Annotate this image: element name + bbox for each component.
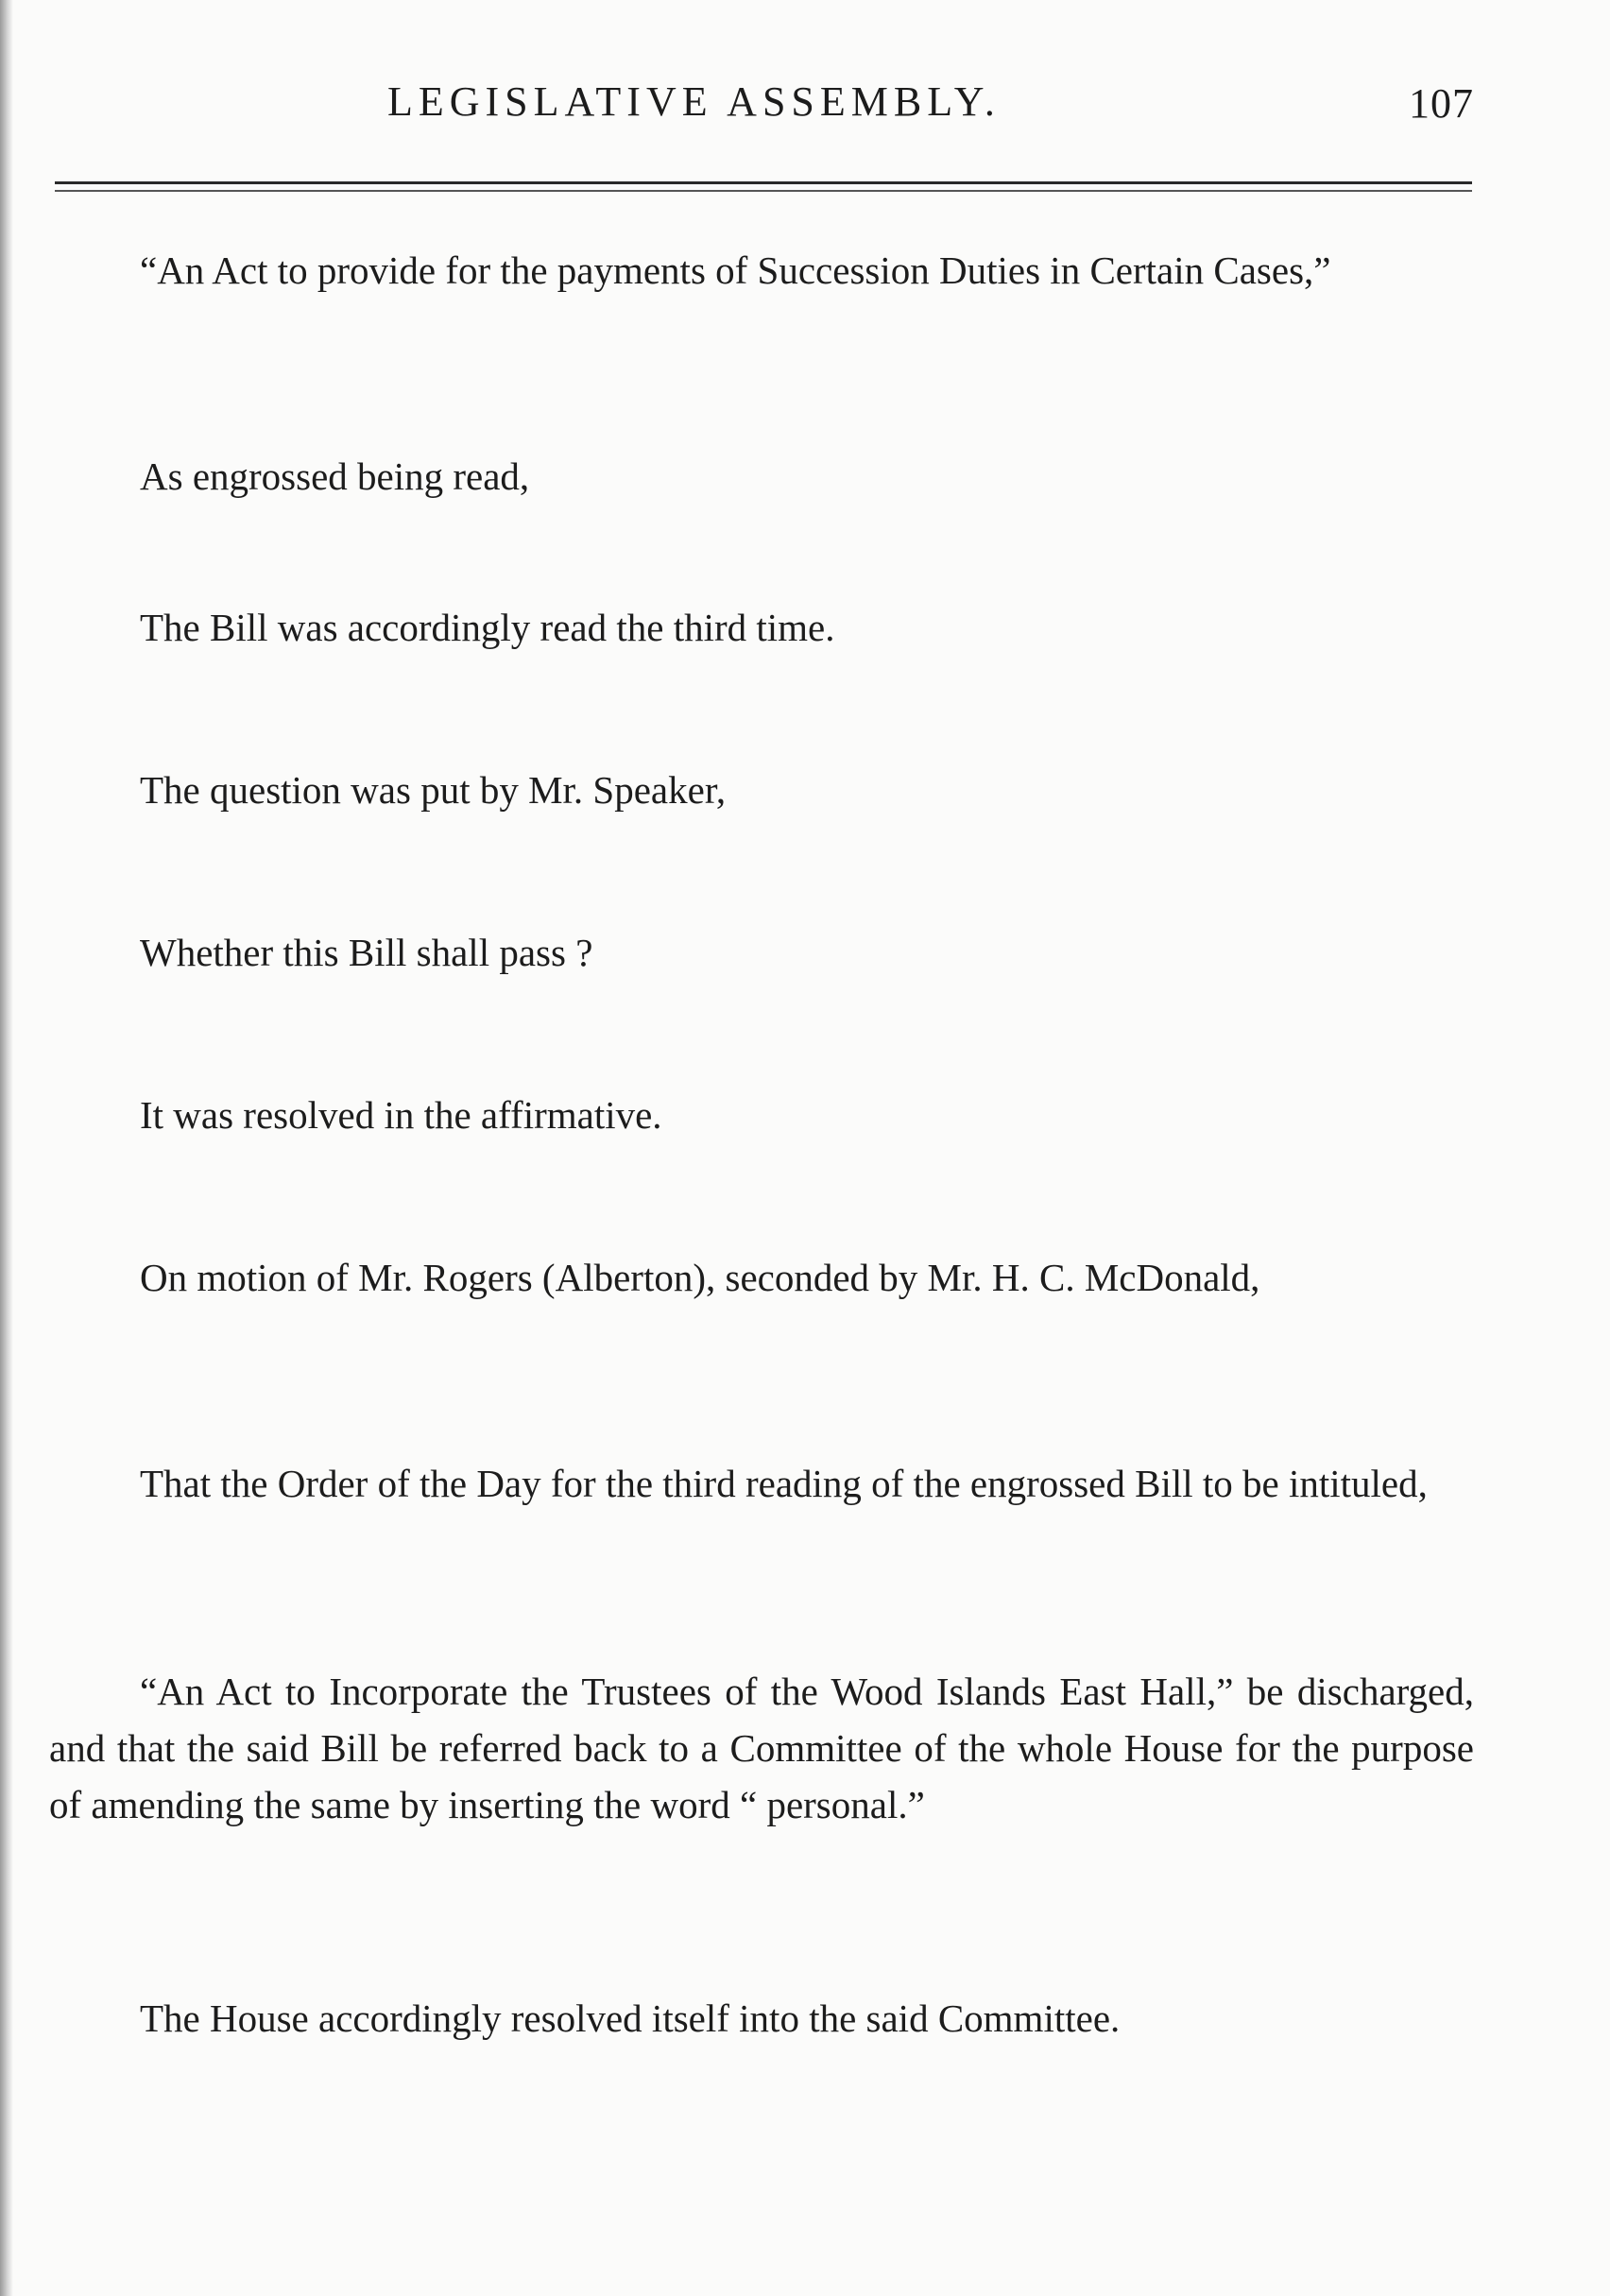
paragraph-motion: On motion of Mr. Rogers (Alberton), seconded by Mr. H. C. McDonald, <box>140 1256 1260 1299</box>
header-rule-top <box>55 181 1472 184</box>
paragraph-order-of-day: That the Order of the Day for the third reading of the engrossed Bill to be intituled, <box>140 1462 1428 1505</box>
header-title: LEGISLATIVE ASSEMBLY. <box>387 78 1001 125</box>
paragraph-act-title: “An Act to provide for the payments of Succession Duties in Certain Cases,” <box>140 248 1331 292</box>
header-rule-bottom <box>55 190 1472 192</box>
page-number: 107 <box>1409 80 1474 127</box>
paragraph-whether-pass: Whether this Bill shall pass ? <box>140 931 593 974</box>
paragraph-committee-resolved: The House accordingly resolved itself into the said Committee. <box>140 1996 1121 2040</box>
running-head <box>0 77 1610 134</box>
paragraph-third-reading: The Bill was accordingly read the third time. <box>140 606 835 649</box>
paragraph-wood-islands-act: “An Act to Incorporate the Trustees of the Wood Islands East Hall,” be discharged, and that the said Bill be referred back to a Committee of the whole House for the purpose of amending the same by inserting the word “ personal.” <box>49 1670 1474 1826</box>
paragraph-engrossed-read: As engrossed being read, <box>140 454 530 498</box>
paragraph-resolved: It was resolved in the affirmative. <box>140 1093 662 1137</box>
paragraph-question-put: The question was put by Mr. Speaker, <box>140 768 727 812</box>
page-edge-shadow <box>0 0 13 2296</box>
